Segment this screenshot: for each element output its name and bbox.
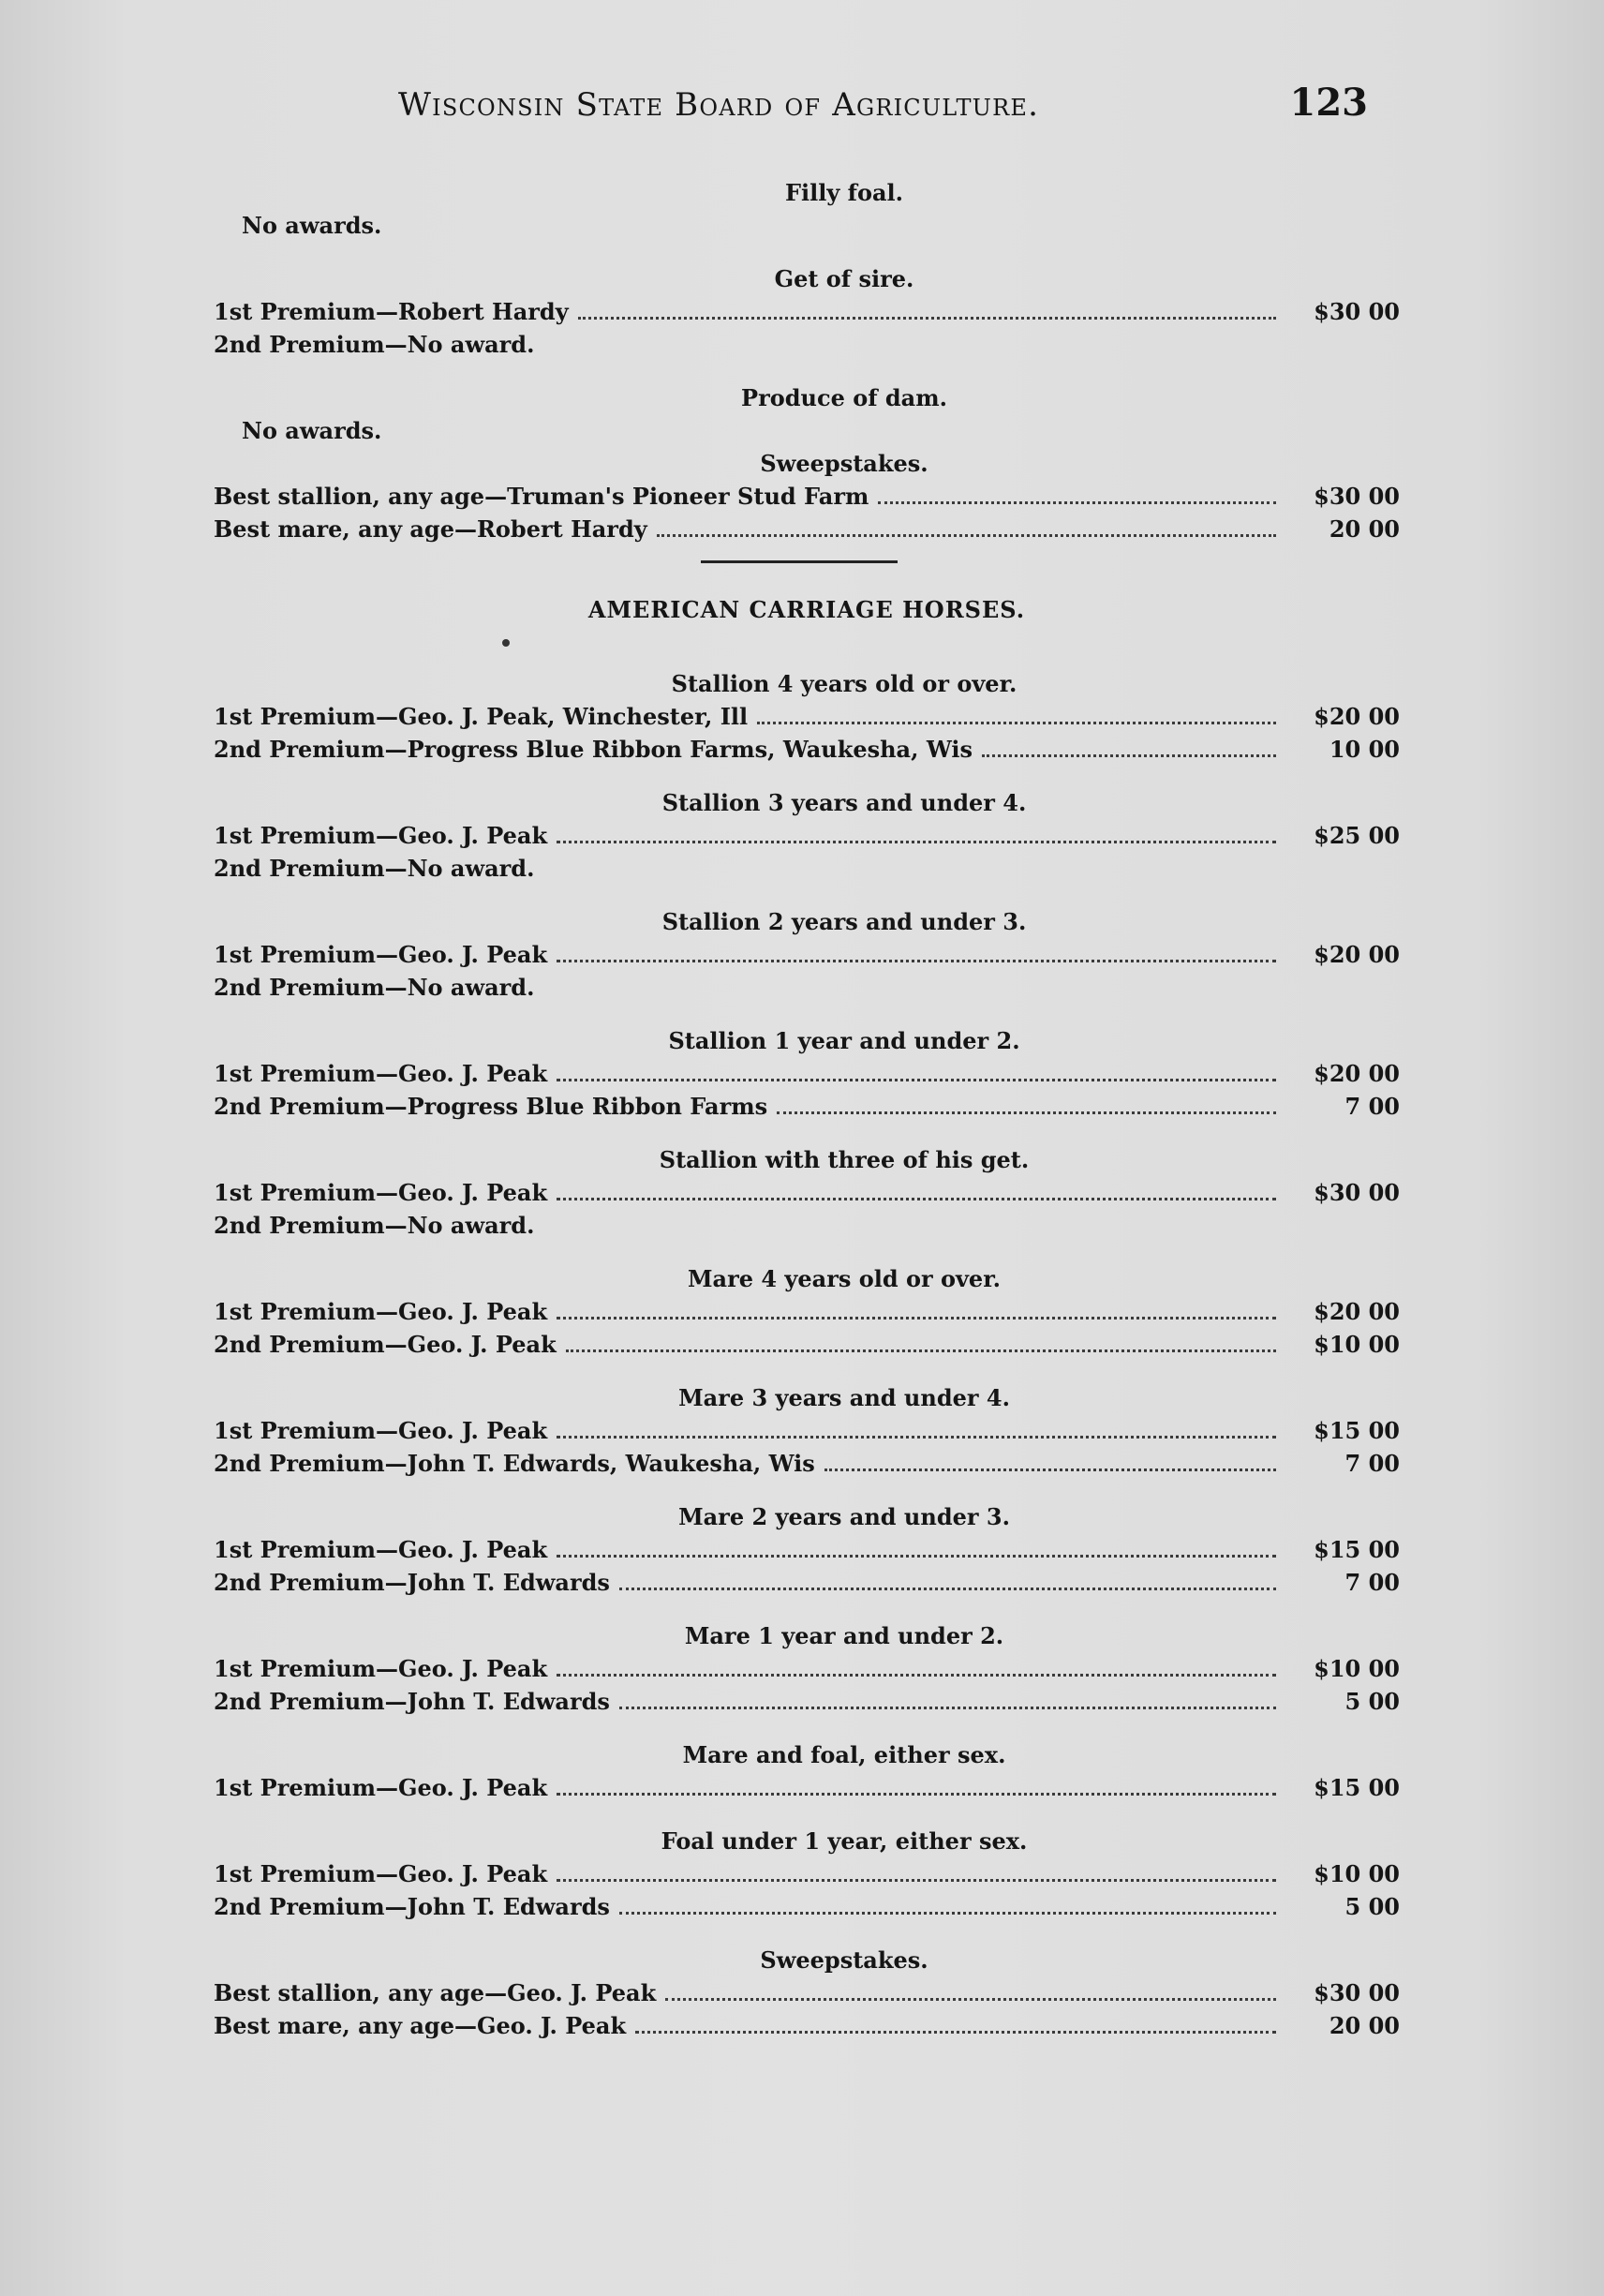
award-class-heading: Mare 4 years old or over. — [687, 1265, 1001, 1292]
get-of-sire-lines — [214, 295, 1400, 361]
premium-line — [214, 1685, 1400, 1718]
premium-amount: $20 00 — [1314, 1060, 1400, 1087]
leader-dots — [557, 841, 1276, 843]
award-class-heading: Stallion 3 years and under 4. — [661, 789, 1027, 816]
premium-recipient: 1st Premium—Geo. J. Peak — [214, 1536, 548, 1563]
section-divider — [701, 560, 898, 563]
premium-recipient: 2nd Premium—John T. Edwards — [214, 1569, 610, 1596]
carriage-horse-classes — [214, 667, 1400, 1923]
leader-dots — [557, 1879, 1276, 1882]
premium-amount: 7 00 — [1344, 1093, 1400, 1120]
leader-dots — [557, 1793, 1276, 1796]
premium-line — [214, 938, 1400, 971]
premium-amount: 7 00 — [1344, 1450, 1400, 1477]
premium-line — [214, 328, 1400, 361]
leader-dots — [777, 1111, 1276, 1114]
premium-recipient: 1st Premium—Geo. J. Peak, Winchester, Ill — [214, 703, 749, 730]
premium-amount: 5 00 — [1344, 1688, 1400, 1715]
premium-amount: $20 00 — [1314, 1298, 1400, 1325]
leader-dots — [824, 1469, 1276, 1471]
document-content — [214, 176, 1400, 2042]
premium-amount: 20 00 — [1329, 515, 1400, 543]
premium-recipient: 1st Premium—Robert Hardy — [214, 298, 569, 325]
award-class-heading: Mare and foal, either sex. — [682, 1741, 1006, 1768]
leader-dots — [657, 534, 1276, 537]
award-class — [214, 1619, 1400, 1718]
premium-recipient: 1st Premium—Geo. J. Peak — [214, 1655, 548, 1682]
premium-amount: $15 00 — [1314, 1417, 1400, 1444]
premium-line — [214, 1209, 1400, 1242]
leader-dots — [619, 1707, 1276, 1709]
premium-line — [214, 1447, 1400, 1480]
premium-recipient: 2nd Premium—No award. — [214, 331, 535, 358]
premium-line — [214, 1533, 1400, 1566]
premium-line — [214, 1890, 1400, 1923]
premium-amount: 5 00 — [1344, 1893, 1400, 1920]
leader-dots — [566, 1349, 1276, 1352]
award-class — [214, 1500, 1400, 1599]
premium-line — [214, 1771, 1400, 1804]
award-class-heading: Stallion with three of his get. — [659, 1146, 1030, 1173]
award-class — [214, 1143, 1400, 1242]
produce-of-dam-heading: Produce of dam. — [741, 384, 947, 411]
premium-amount: $10 00 — [1314, 1331, 1400, 1358]
premium-amount: $10 00 — [1314, 1655, 1400, 1682]
premium-amount: $10 00 — [1314, 1860, 1400, 1887]
premium-recipient: 2nd Premium—Progress Blue Ribbon Farms — [214, 1093, 768, 1120]
award-class — [214, 1825, 1400, 1923]
premium-amount: $25 00 — [1314, 822, 1400, 849]
leader-dots — [878, 501, 1276, 504]
award-class-heading: Stallion 1 year and under 2. — [668, 1027, 1020, 1054]
premium-line — [214, 1652, 1400, 1685]
premium-line — [214, 1857, 1400, 1890]
premium-recipient: 2nd Premium—No award. — [214, 974, 535, 1001]
award-class — [214, 667, 1400, 766]
get-of-sire-heading: Get of sire. — [774, 265, 914, 292]
premium-line — [214, 1976, 1400, 2009]
premium-line — [214, 700, 1400, 733]
filly-foal-heading: Filly foal. — [784, 179, 904, 206]
ink-dot — [502, 639, 510, 647]
premium-line — [214, 1295, 1400, 1328]
premium-recipient: 1st Premium—Geo. J. Peak — [214, 1417, 548, 1444]
award-class-heading: Mare 2 years and under 3. — [678, 1503, 1010, 1530]
premium-recipient: Best mare, any age—Geo. J. Peak — [214, 2012, 627, 2039]
premium-amount: 7 00 — [1344, 1569, 1400, 1596]
leader-dots — [635, 2031, 1276, 2034]
premium-recipient: 1st Premium—Geo. J. Peak — [214, 1060, 548, 1087]
premium-line — [214, 513, 1400, 545]
premium-recipient: 2nd Premium—No award. — [214, 1212, 535, 1239]
premium-amount: $30 00 — [1314, 298, 1400, 325]
produce-of-dam-note: No awards. — [242, 417, 382, 444]
premium-line — [214, 733, 1400, 766]
premium-line — [214, 819, 1400, 852]
sweepstakes-bottom-lines — [214, 1976, 1400, 2042]
premium-recipient: 1st Premium—Geo. J. Peak — [214, 941, 548, 968]
premium-line — [214, 1566, 1400, 1599]
award-class — [214, 786, 1400, 885]
leader-dots — [619, 1588, 1276, 1590]
running-title: Wisconsin State Board of Agriculture. — [398, 86, 1040, 124]
sweepstakes-heading-top: Sweepstakes. — [760, 450, 928, 477]
premium-amount: 20 00 — [1329, 2012, 1400, 2039]
award-class-heading: Stallion 4 years old or over. — [671, 670, 1017, 697]
premium-recipient: Best mare, any age—Robert Hardy — [214, 515, 647, 543]
premium-amount: $20 00 — [1314, 703, 1400, 730]
sweepstakes-top-lines — [214, 480, 1400, 545]
award-class-heading: Stallion 2 years and under 3. — [661, 908, 1027, 935]
premium-line — [214, 295, 1400, 328]
award-class-heading: Mare 1 year and under 2. — [684, 1622, 1004, 1649]
premium-amount: 10 00 — [1329, 736, 1400, 763]
premium-recipient: Best stallion, any age—Truman's Pioneer Stud Farm — [214, 483, 869, 510]
leader-dots — [578, 317, 1276, 320]
premium-amount: $20 00 — [1314, 941, 1400, 968]
leader-dots — [757, 722, 1276, 724]
premium-amount: $30 00 — [1314, 483, 1400, 510]
premium-line — [214, 1090, 1400, 1123]
leader-dots — [619, 1912, 1276, 1915]
premium-recipient: Best stallion, any age—Geo. J. Peak — [214, 1979, 657, 2006]
premium-recipient: 2nd Premium—No award. — [214, 855, 535, 882]
page-header — [398, 81, 1368, 133]
premium-line — [214, 1057, 1400, 1090]
premium-amount: $15 00 — [1314, 1536, 1400, 1563]
award-class — [214, 1381, 1400, 1480]
premium-line — [214, 971, 1400, 1004]
premium-line — [214, 1328, 1400, 1361]
leader-dots — [557, 1317, 1276, 1319]
award-class — [214, 1024, 1400, 1123]
premium-line — [214, 2009, 1400, 2042]
page-number: 123 — [1289, 81, 1368, 125]
leader-dots — [557, 960, 1276, 962]
premium-line — [214, 1176, 1400, 1209]
leader-dots — [557, 1198, 1276, 1200]
premium-recipient: 2nd Premium—John T. Edwards — [214, 1893, 610, 1920]
leader-dots — [557, 1436, 1276, 1439]
american-carriage-horses-heading: AMERICAN CARRIAGE HORSES. — [587, 596, 1026, 623]
premium-line — [214, 480, 1400, 513]
award-class-heading: Mare 3 years and under 4. — [678, 1384, 1010, 1411]
leader-dots — [557, 1555, 1276, 1558]
premium-recipient: 2nd Premium—Progress Blue Ribbon Farms, Waukesha, Wis — [214, 736, 973, 763]
premium-recipient: 2nd Premium—John T. Edwards — [214, 1688, 610, 1715]
award-class-heading: Foal under 1 year, either sex. — [661, 1827, 1028, 1855]
premium-recipient: 1st Premium—Geo. J. Peak — [214, 1179, 548, 1206]
award-class — [214, 905, 1400, 1004]
leader-dots — [665, 1998, 1276, 2001]
premium-recipient: 1st Premium—Geo. J. Peak — [214, 1860, 548, 1887]
premium-recipient: 2nd Premium—Geo. J. Peak — [214, 1331, 557, 1358]
leader-dots — [982, 754, 1276, 757]
filly-foal-note: No awards. — [242, 212, 382, 239]
premium-line — [214, 1414, 1400, 1447]
premium-recipient: 1st Premium—Geo. J. Peak — [214, 822, 548, 849]
premium-recipient: 1st Premium—Geo. J. Peak — [214, 1774, 548, 1801]
premium-amount: $15 00 — [1314, 1774, 1400, 1801]
leader-dots — [557, 1079, 1276, 1081]
leader-dots — [557, 1674, 1276, 1677]
award-class — [214, 1262, 1400, 1361]
premium-amount: $30 00 — [1314, 1979, 1400, 2006]
premium-line — [214, 852, 1400, 885]
premium-recipient: 1st Premium—Geo. J. Peak — [214, 1298, 548, 1325]
premium-amount: $30 00 — [1314, 1179, 1400, 1206]
sweepstakes-heading-bottom: Sweepstakes. — [760, 1946, 928, 1974]
award-class — [214, 1738, 1400, 1804]
premium-recipient: 2nd Premium—John T. Edwards, Waukesha, Wis — [214, 1450, 815, 1477]
